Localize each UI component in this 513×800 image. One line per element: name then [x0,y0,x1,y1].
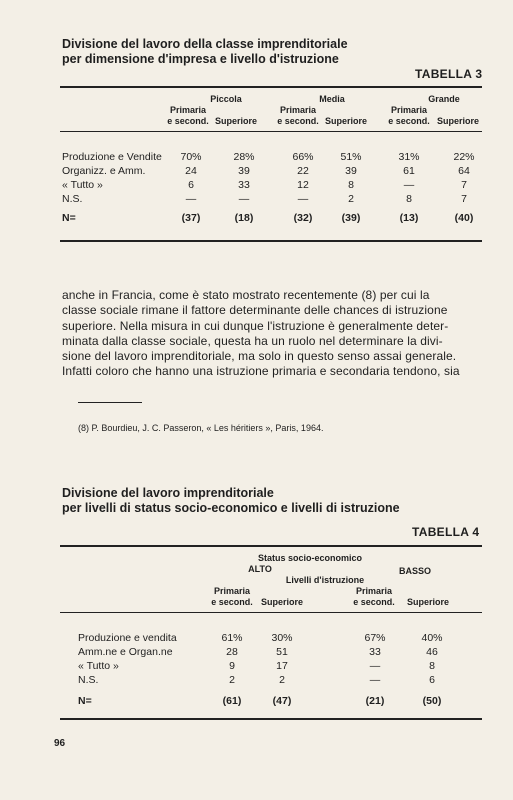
table3-header-rule [60,131,482,132]
paragraph-line: minata dalla classe sociale, questa ha un ruolo nel determinare la divi- [62,333,443,348]
table3-group-piccola: Piccola [210,94,242,104]
table3-cell: 12 [297,179,309,191]
table3-n-cell: (40) [454,212,474,224]
table3-n-cell: (39) [341,212,361,224]
paragraph-line: superiore. Nella misura in cui dunque l'istruzione è generalmente deter- [62,318,449,333]
table3-title-line1: Divisione del lavoro della classe imprenditoriale [62,37,348,51]
table4-cell: 2 [279,674,285,686]
table3-cell: 70% [180,151,202,163]
table3-cell: — [185,193,197,205]
table3-sub-primaria-2: Primaria e second. [277,105,319,126]
table4-cell: 30% [271,632,293,644]
table4-n-cell: (50) [422,695,442,707]
table3-cell: 22% [453,151,475,163]
table4-sub-primaria-1: Primaria e second. [211,586,253,607]
table4-status-header: Status socio-economico [257,553,363,563]
footnote: (8) P. Bourdieu, J. C. Passeron, « Les héritiers », Paris, 1964. [78,423,324,433]
table3-n-label: N= [62,212,76,224]
table3-bottom-rule [60,240,482,242]
table4-cell: 40% [421,632,443,644]
table4-sub-primaria-2: Primaria e second. [353,586,395,607]
footnote-divider [78,402,142,403]
table4-cell: 17 [276,660,288,672]
table4-label: TABELLA 4 [412,525,480,539]
table3-top-rule [60,86,482,88]
table3-cell: 7 [461,179,467,191]
table4-cell: 67% [364,632,386,644]
page-number: 96 [54,738,66,749]
table4-row-label: Produzione e vendita [78,632,177,644]
table4-bottom-rule [60,718,482,720]
table3-cell: — [403,179,415,191]
table4-title-line1: Divisione del lavoro imprenditoriale [62,486,274,500]
table4-row-label: Amm.ne e Organ.ne [78,646,173,658]
table3-cell: 24 [185,165,197,177]
table3-n-cell: (37) [181,212,201,224]
table4-n-label: N= [78,695,92,707]
table3-n-cell: (32) [293,212,313,224]
table3-cell: 22 [297,165,309,177]
table3-group-media: Media [319,94,345,104]
table3-cell: 31% [398,151,420,163]
table3-cell: 39 [238,165,250,177]
table4-cell: 51 [276,646,288,658]
table4-basso: BASSO [398,566,431,576]
table3-cell: — [238,193,250,205]
table4-n-cell: (47) [272,695,292,707]
table4-header-rule [60,612,482,613]
table4-cell: 46 [426,646,438,658]
table3-group-grande: Grande [428,94,460,104]
table4-cell: 9 [229,660,235,672]
table3-cell: 39 [345,165,357,177]
table3-cell: 2 [348,193,354,205]
table3-row-label: Produzione e Vendite [62,151,162,163]
table4-top-rule [60,545,482,547]
body-paragraph [62,288,473,380]
table3-n-cell: (13) [399,212,419,224]
table4-istruzione-header: Livelli d'istruzione [285,575,365,585]
table4-cell: — [369,660,381,672]
table4-row-label: « Tutto » [78,660,119,672]
table4-cell: 28 [226,646,238,658]
table3-cell: 8 [348,179,354,191]
table3-cell: 6 [188,179,194,191]
table3-label: TABELLA 3 [415,67,483,81]
table4-cell: 2 [229,674,235,686]
table4-cell: 33 [369,646,381,658]
table3-row-label: N.S. [62,193,83,205]
table4-alto: ALTO [248,564,272,574]
table3-cell: 33 [238,179,250,191]
table3-cell: — [297,193,309,205]
table4-n-cell: (61) [222,695,242,707]
table3-row-label: « Tutto » [62,179,103,191]
paragraph-line: classe sociale rimane il fattore determinante delle chances di istruzione [62,303,448,318]
paragraph-line: Infatti coloro che hanno una istruzione primaria e secondaria tendono, sia [62,364,460,379]
table3-cell: 51% [340,151,362,163]
table3-sub-primaria-3: Primaria e second. [388,105,430,126]
paragraph-line: anche in Francia, come è stato mostrato recentemente (8) per cui la [62,288,430,302]
table4-cell: — [369,674,381,686]
table3-cell: 8 [406,193,412,205]
table3-cell: 64 [458,165,470,177]
table4-cell: 6 [429,674,435,686]
table3-sub-primaria-1: Primaria e second. [167,105,209,126]
table4-sub-superiore-1: Superiore [260,597,303,607]
table3-title-line2: per dimensione d'impresa e livello d'istruzione [62,52,339,66]
table4-n-cell: (21) [365,695,385,707]
table4-cell: 61% [221,632,243,644]
table3-sub-superiore-1: Superiore [214,116,257,126]
table4-sub-superiore-2: Superiore [406,597,449,607]
table3-row-label: Organizz. e Amm. [62,165,146,177]
table3-cell: 61 [403,165,415,177]
paragraph-line: sione del lavoro imprenditoriale, ma solo in questo senso assai generale. [62,349,457,364]
table3-cell: 7 [461,193,467,205]
table4-row-label: N.S. [78,674,99,686]
table3-sub-superiore-2: Superiore [324,116,367,126]
table3-cell: 66% [292,151,314,163]
table3-sub-superiore-3: Superiore [436,116,479,126]
table3-cell: 28% [233,151,255,163]
table3-n-cell: (18) [234,212,254,224]
table4-cell: 8 [429,660,435,672]
table4-title-line2: per livelli di status socio-economico e livelli di istruzione [62,501,400,515]
